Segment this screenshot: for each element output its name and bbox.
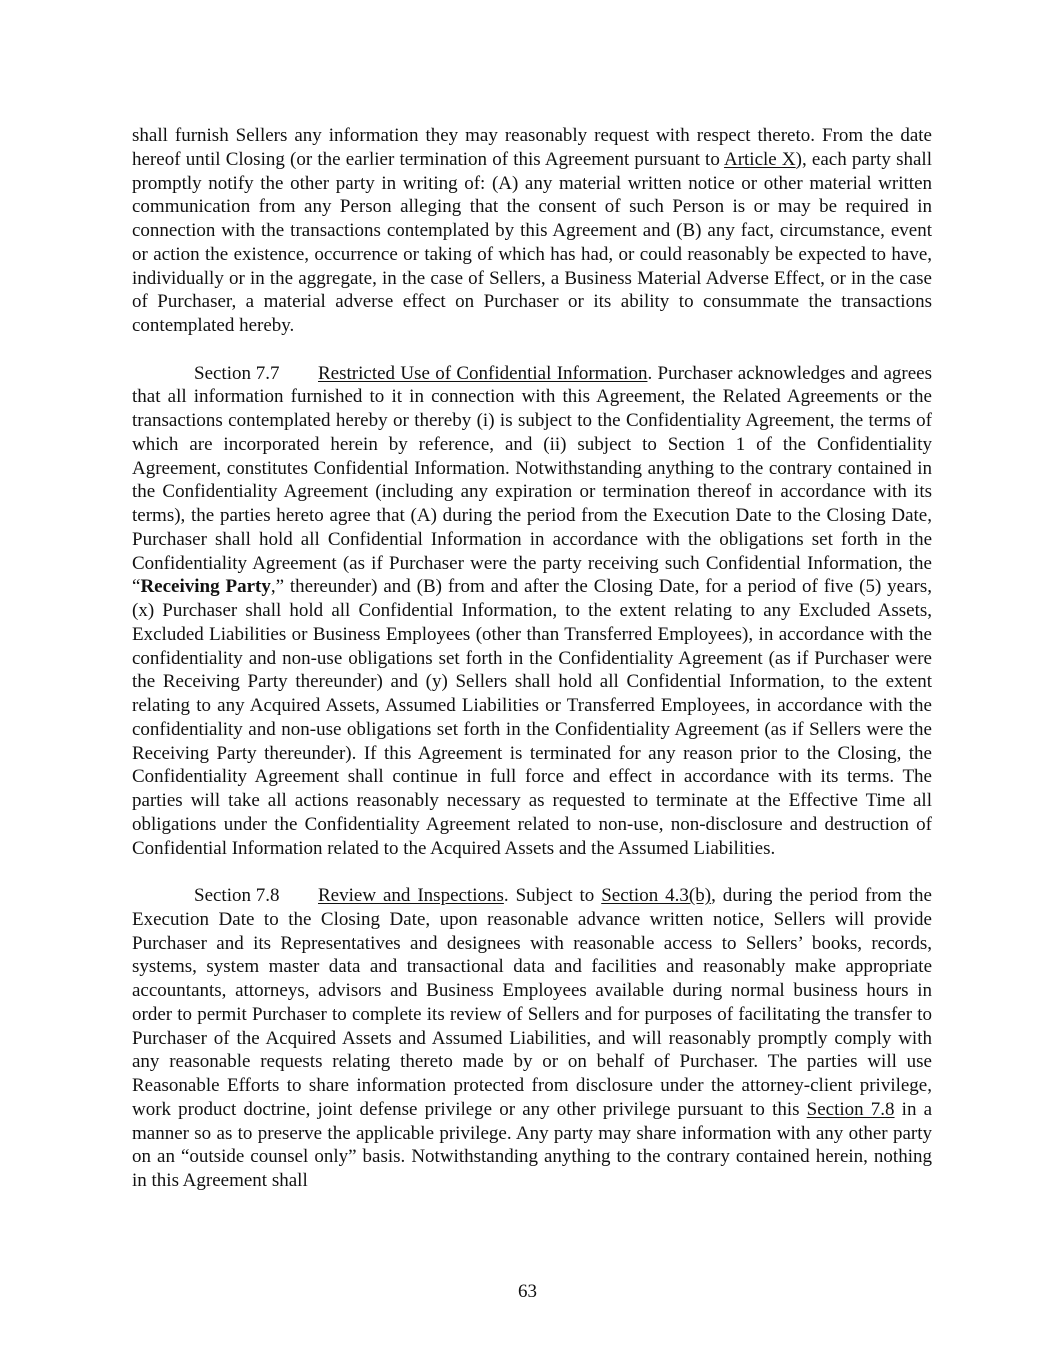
receiving-party-defined-term: Receiving Party — [140, 576, 271, 598]
continuation-text-2: ), each party shall promptly notify the other party in writing of: (A) any material written notice or other material written communication from any Person alleging that the consent of such Person is or may be required in connection with the transactions contemplated by this Agreement and (B) any fact, circumstance, event or action the existence, occurrence or taking of which has had, or could reasonably be expected to have, individually or in the aggregate, in the case of Sellers, a Business Material Adverse Effect, or in the case of Purchaser, a material adverse effect on Purchaser or its ability to consummate the transactions contemplated hereby. — [132, 148, 932, 336]
section-7-8-text-2: , during the period from the Execution Date to the Closing Date, upon reasonable advance written notice, Sellers will provide Purchaser and its Representatives and designees with reasonable access to Sellers’ books, records, systems, system master data and transactional data and facilities and reasonably make appropriate accountants, attorneys, advisors and Business Employees available during normal business hours in order to permit Purchaser to complete its review of Sellers and for purposes of facilitating the transfer to Purchaser of the Acquired Assets and Assumed Liabilities, and will reasonably promptly comply with any reasonable requests relating thereto made by or on behalf of Purchaser. The parties will use Reasonable Efforts to share information protected from disclosure under the attorney-client privilege, work product doctrine, joint defense privilege or any other privilege pursuant to this — [132, 885, 932, 1120]
section-7-8-number: Section 7.8 — [194, 885, 280, 906]
section-7-7-paragraph — [132, 362, 932, 861]
continuation-text-1: shall furnish Sellers any information they may reasonably request with respect thereto. From the date hereof until Closing (or the earlier termination of this Agreement pursuant to — [132, 125, 932, 170]
section-7-8-paragraph — [132, 884, 932, 1193]
page-number: 63 — [518, 1281, 537, 1302]
section-7-7-text-1: . Purchaser acknowledges and agrees that all information furnished to it in connection with this Agreement, the Related Agreements or the transactions contemplated hereby or thereby (i) is subject to the Confidentiality Agreement, the terms of which are incorporated herein by reference, and (ii) subject to Section 1 of the Confidentiality Agreement, constitutes Confidential Information. Notwithstanding anything to the contrary contained in the Confidentiality Agreement (including any expiration or termination thereof in accordance with its terms), the parties hereto agree that (A) during the period from the Execution Date to the Closing Date, Purchaser shall hold all Confidential Information in accordance with the obligations set forth in the Confidentiality Agreement (as if Purchaser were the party receiving such Confidential Information, the “ — [132, 362, 933, 598]
section-7-7-heading: Restricted Use of Confidential Information — [318, 362, 648, 384]
section-4-3-b-reference: Section 4.3(b) — [601, 885, 712, 906]
section-7-8-heading: Review and Inspections — [318, 885, 504, 906]
section-7-7-number: Section 7.7 — [194, 362, 280, 384]
section-7-8-text-3: in a manner so as to preserve the applicable privilege. Any party may share information with any other party on an “outside counsel only” basis. Notwithstanding anything to the contrary contained herein, nothing in this Agreement shall — [132, 1098, 933, 1191]
section-7-8-reference: Section 7.8 — [806, 1098, 895, 1120]
document-page — [132, 124, 932, 1193]
section-7-7-text-2: ,” thereunder) and (B) from and after the Closing Date, for a period of five (5) years, (x) Purchaser shall hold all Confidential Information, to the extent relating to any Excluded Assets, Excluded Liabilities or Business Employees (other than Transferred Employees), in accordance with the confidentiality and non-use obligations set forth in the Confidentiality Agreement (as if Purchaser were the Receiving Party thereunder) and (y) Sellers shall hold all Confidential Information, to the extent relating to any Acquired Assets, Assumed Liabilities or Transferred Employees, in accordance with the confidentiality and non-use obligations set forth in the Confidentiality Agreement (as if Sellers were the Receiving Party thereunder). If this Agreement is terminated for any reason prior to the Closing, the Confidentiality Agreement shall continue in full force and effect in accordance with its terms. The parties will take all actions reasonably necessary as requested to terminate at the Effective Time all obligations under the Confidentiality Agreement related to non-use, non-disclosure and destruction of Confidential Information related to the Acquired Assets and the Assumed Liabilities. — [132, 576, 932, 859]
continuation-paragraph — [132, 124, 932, 338]
article-x-reference: Article X — [723, 148, 796, 170]
section-7-8-text-1: . Subject to — [503, 885, 602, 906]
